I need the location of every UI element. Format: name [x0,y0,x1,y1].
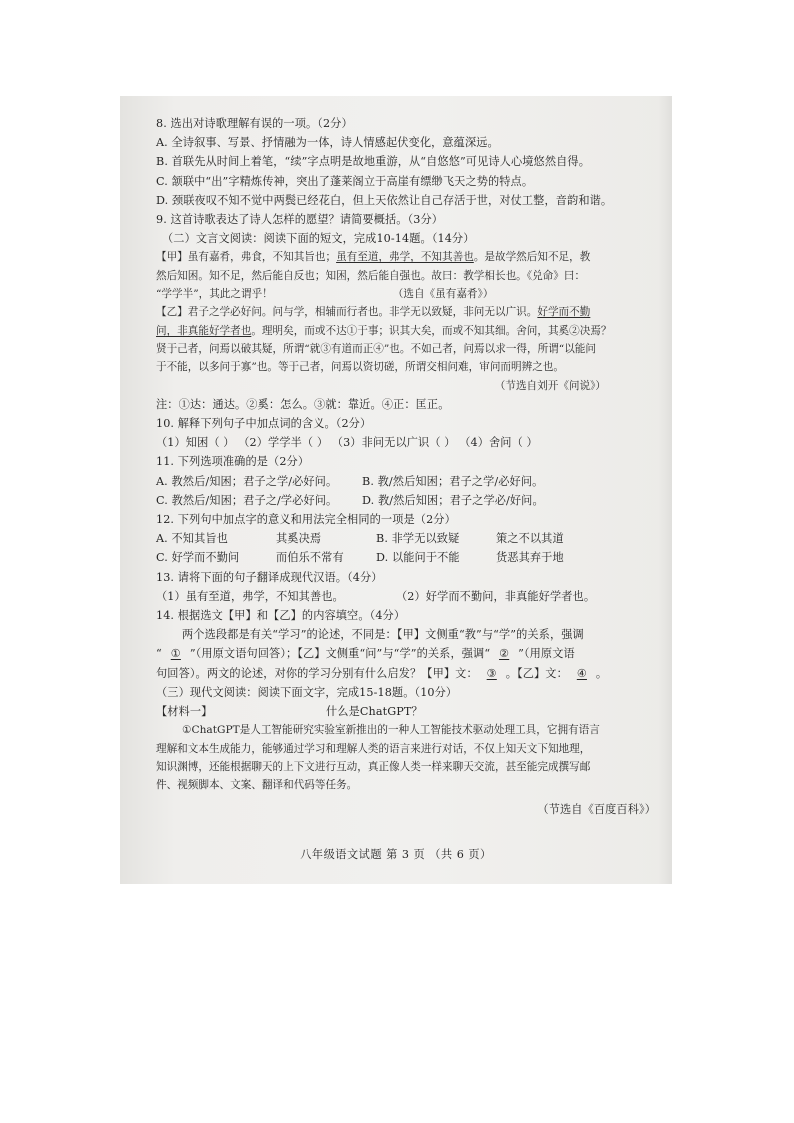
q12-option-a-pair: 其奚决焉 [276,532,322,546]
jia-text: “学学半”，其此之谓乎！ [156,288,273,301]
q11-option-a: A. 教然后/知困；君子之学/必好问。 [156,474,338,488]
jia-text: 。是故学然后知不足，教 [473,251,591,264]
page-footer: 八年级语文试题 第 3 页 （共 6 页） [300,848,492,861]
jia-line-3 [156,285,656,303]
q12-row-2 [156,548,656,567]
q8-option-c: C. 颔联中“出”字精炼传神，突出了蓬莱阁立于高崖有缥缈飞天之势的特点。 [156,174,534,188]
q12-option-b-pair: 策之不以其道 [496,532,564,546]
yi-underlined-sentence: 问，非真能好学者也 [156,324,252,337]
q11-row-2 [156,491,656,510]
jia-line-2: 然后知困。知不足，然后能自反也；知困，然后能自强也。故曰：教学相长也。《兑命》曰： [156,269,586,282]
q8-option-a: A. 全诗叙事、写景、抒情融为一体，诗人情感起伏变化，意蕴深远。 [156,136,499,150]
material-1-para-line-3: 知识渊博，还能根据聊天的上下文进行互动，真正像人类一样来聊天交流，甚至能完成撰写邮 [156,760,591,773]
q14-stem: 14. 根据选文【甲】和【乙】的内容填空。（4分） [156,609,406,623]
q14-line-1: 两个选段都是有关“学习”的论述，不同是：【甲】文侧重“教”与“学”的关系，强调 [182,628,584,642]
yi-text: 【乙】君子之学必好问。问与学，相辅而行者也。非学无以致疑，非问无以广识。 [156,306,538,319]
jia-underlined-sentence: 虽有至道，弗学，不知其善也 [336,251,474,264]
q12-option-b: B. 非学无以致疑 [376,532,460,546]
q11-option-c: C. 教然后/知困；君子之/学必好问。 [156,493,338,507]
q9-stem: 9. 这首诗歌表达了诗人怎样的愿望？请简要概括。（3分） [156,213,444,227]
q8-stem: 8. 选出对诗歌理解有误的一项。（2分） [156,117,353,130]
q12-option-a: A. 不知其旨也 [156,532,228,546]
material-1-para-line-1: ①ChatGPT是人工智能研究实验室新推出的一种人工智能技术驱动处理工具，它拥有语言 [182,724,600,737]
material-1-tag: 【材料一】 [156,705,213,719]
section-2-heading: （二）文言文阅读：阅读下面的短文，完成10-14题。（14分） [162,232,475,246]
q14-text: 句回答）。两文的论述，对你的学习分别有什么启发？【甲】文： [156,666,478,680]
yi-source: （节选自刘开《问说》） [494,379,606,392]
q14-text: “ [156,647,162,661]
q14-line-3 [156,664,656,683]
yi-line-1 [156,303,656,321]
q8-option-b: B. 首联先从时间上着笔，“续”字点明是故地重游，从“自悠悠”可见诗人心境悠然自得。 [156,155,590,169]
yi-line-2 [156,322,656,340]
material-1-para-line-4: 件、视频脚本、文案、翻译和代码等任务。 [156,779,358,792]
q14-blank-3[interactable]: ③ [486,666,497,680]
material-1-title: 什么是ChatGPT？ [326,705,423,719]
material-1-para-line-2: 理解和文本生成能力，能够通过学习和理解人类的语言来进行对话，不仅上知天文下知地理， [156,742,591,755]
q14-text: ”（用原文语 [518,647,575,661]
q14-text: 。【乙】文： [505,666,568,680]
q14-blank-2[interactable]: ② [499,647,510,661]
q13-sentence-2: （2）好学而不勤问，非真能好学者也。 [396,589,596,603]
material-1-header [156,702,656,721]
annotations: 注：①达：通达。②奚：怎么。③就：靠近。④正：匡正。 [156,397,450,411]
page-edge-shadow [658,96,672,884]
q12-option-d: D. 以能问于不能 [376,551,460,565]
q11-row-1 [156,472,656,491]
jia-source: （选自《虽有嘉肴》） [392,288,494,301]
section-3-heading: （三）现代文阅读：阅读下面文字，完成15-18题。（10分） [156,685,458,699]
yi-underlined-sentence: 好学而不勤 [537,306,591,319]
q12-option-c-pair: 而伯乐不常有 [276,551,344,565]
jia-text: 【甲】虽有嘉肴，弗食，不知其旨也； [156,251,337,264]
q11-option-d: D. 教/然后知困；君子之学必/好问。 [362,493,544,507]
q12-option-d-pair: 货恶其弃于地 [496,551,564,565]
yi-line-3: 贤于己者，问焉以破其疑，所谓“就③有道而正④”也。不如己者，问焉以求一得，所谓“以能问 [156,342,596,355]
q11-option-b: B. 教/然后知困；君子之学/必好问。 [362,474,544,488]
jia-line-1 [156,248,656,266]
q14-text: ”（用原文语句回答）；【乙】文侧重“问”与“学”的关系，强调“ [189,647,491,661]
q14-blank-1[interactable]: ① [170,647,181,661]
q10-stem: 10. 解释下列句子中加点词的含义。（2分） [156,417,372,430]
q14-text: 。 [595,666,608,680]
q14-line-2 [156,644,656,663]
material-1-source: （节选自《百度百科》） [537,803,656,817]
exam-page-photo [120,96,672,884]
yi-text: 。理明矣，而或不达①于事；识其大矣，而或不知其细。舍问，其奚②决焉？ [251,324,612,337]
exam-content [156,114,656,820]
q12-option-c: C. 好学而不勤问 [156,551,240,565]
q13-sentences [156,587,656,606]
q13-sentence-1: （1）虽有至道，弗学，不知其善也。 [156,589,344,603]
q13-stem: 13. 请将下面的句子翻译成现代汉语。（4分） [156,570,383,584]
yi-line-4: 于不能，以多问于寡”也。等于己者，问焉以资切磋，所谓交相问难，审问而明辨之也。 [156,361,564,374]
q14-blank-4[interactable]: ④ [576,666,587,680]
q11-stem: 11. 下列选项准确的是（2分） [156,455,310,469]
q12-stem: 12. 下列句中加点字的意义和用法完全相同的一项是（2分） [156,513,456,527]
q10-items: （1）知困（ ） （2）学学半（ ） （3）非问无以广识（ ） （4）舍问（ ） [156,436,538,450]
q12-row-1 [156,529,656,548]
q8-option-d: D. 颈联夜叹不知不觉中两鬓已经花白，但上天依然让自己存活于世，对仗工整，音韵和谐。 [156,193,613,207]
